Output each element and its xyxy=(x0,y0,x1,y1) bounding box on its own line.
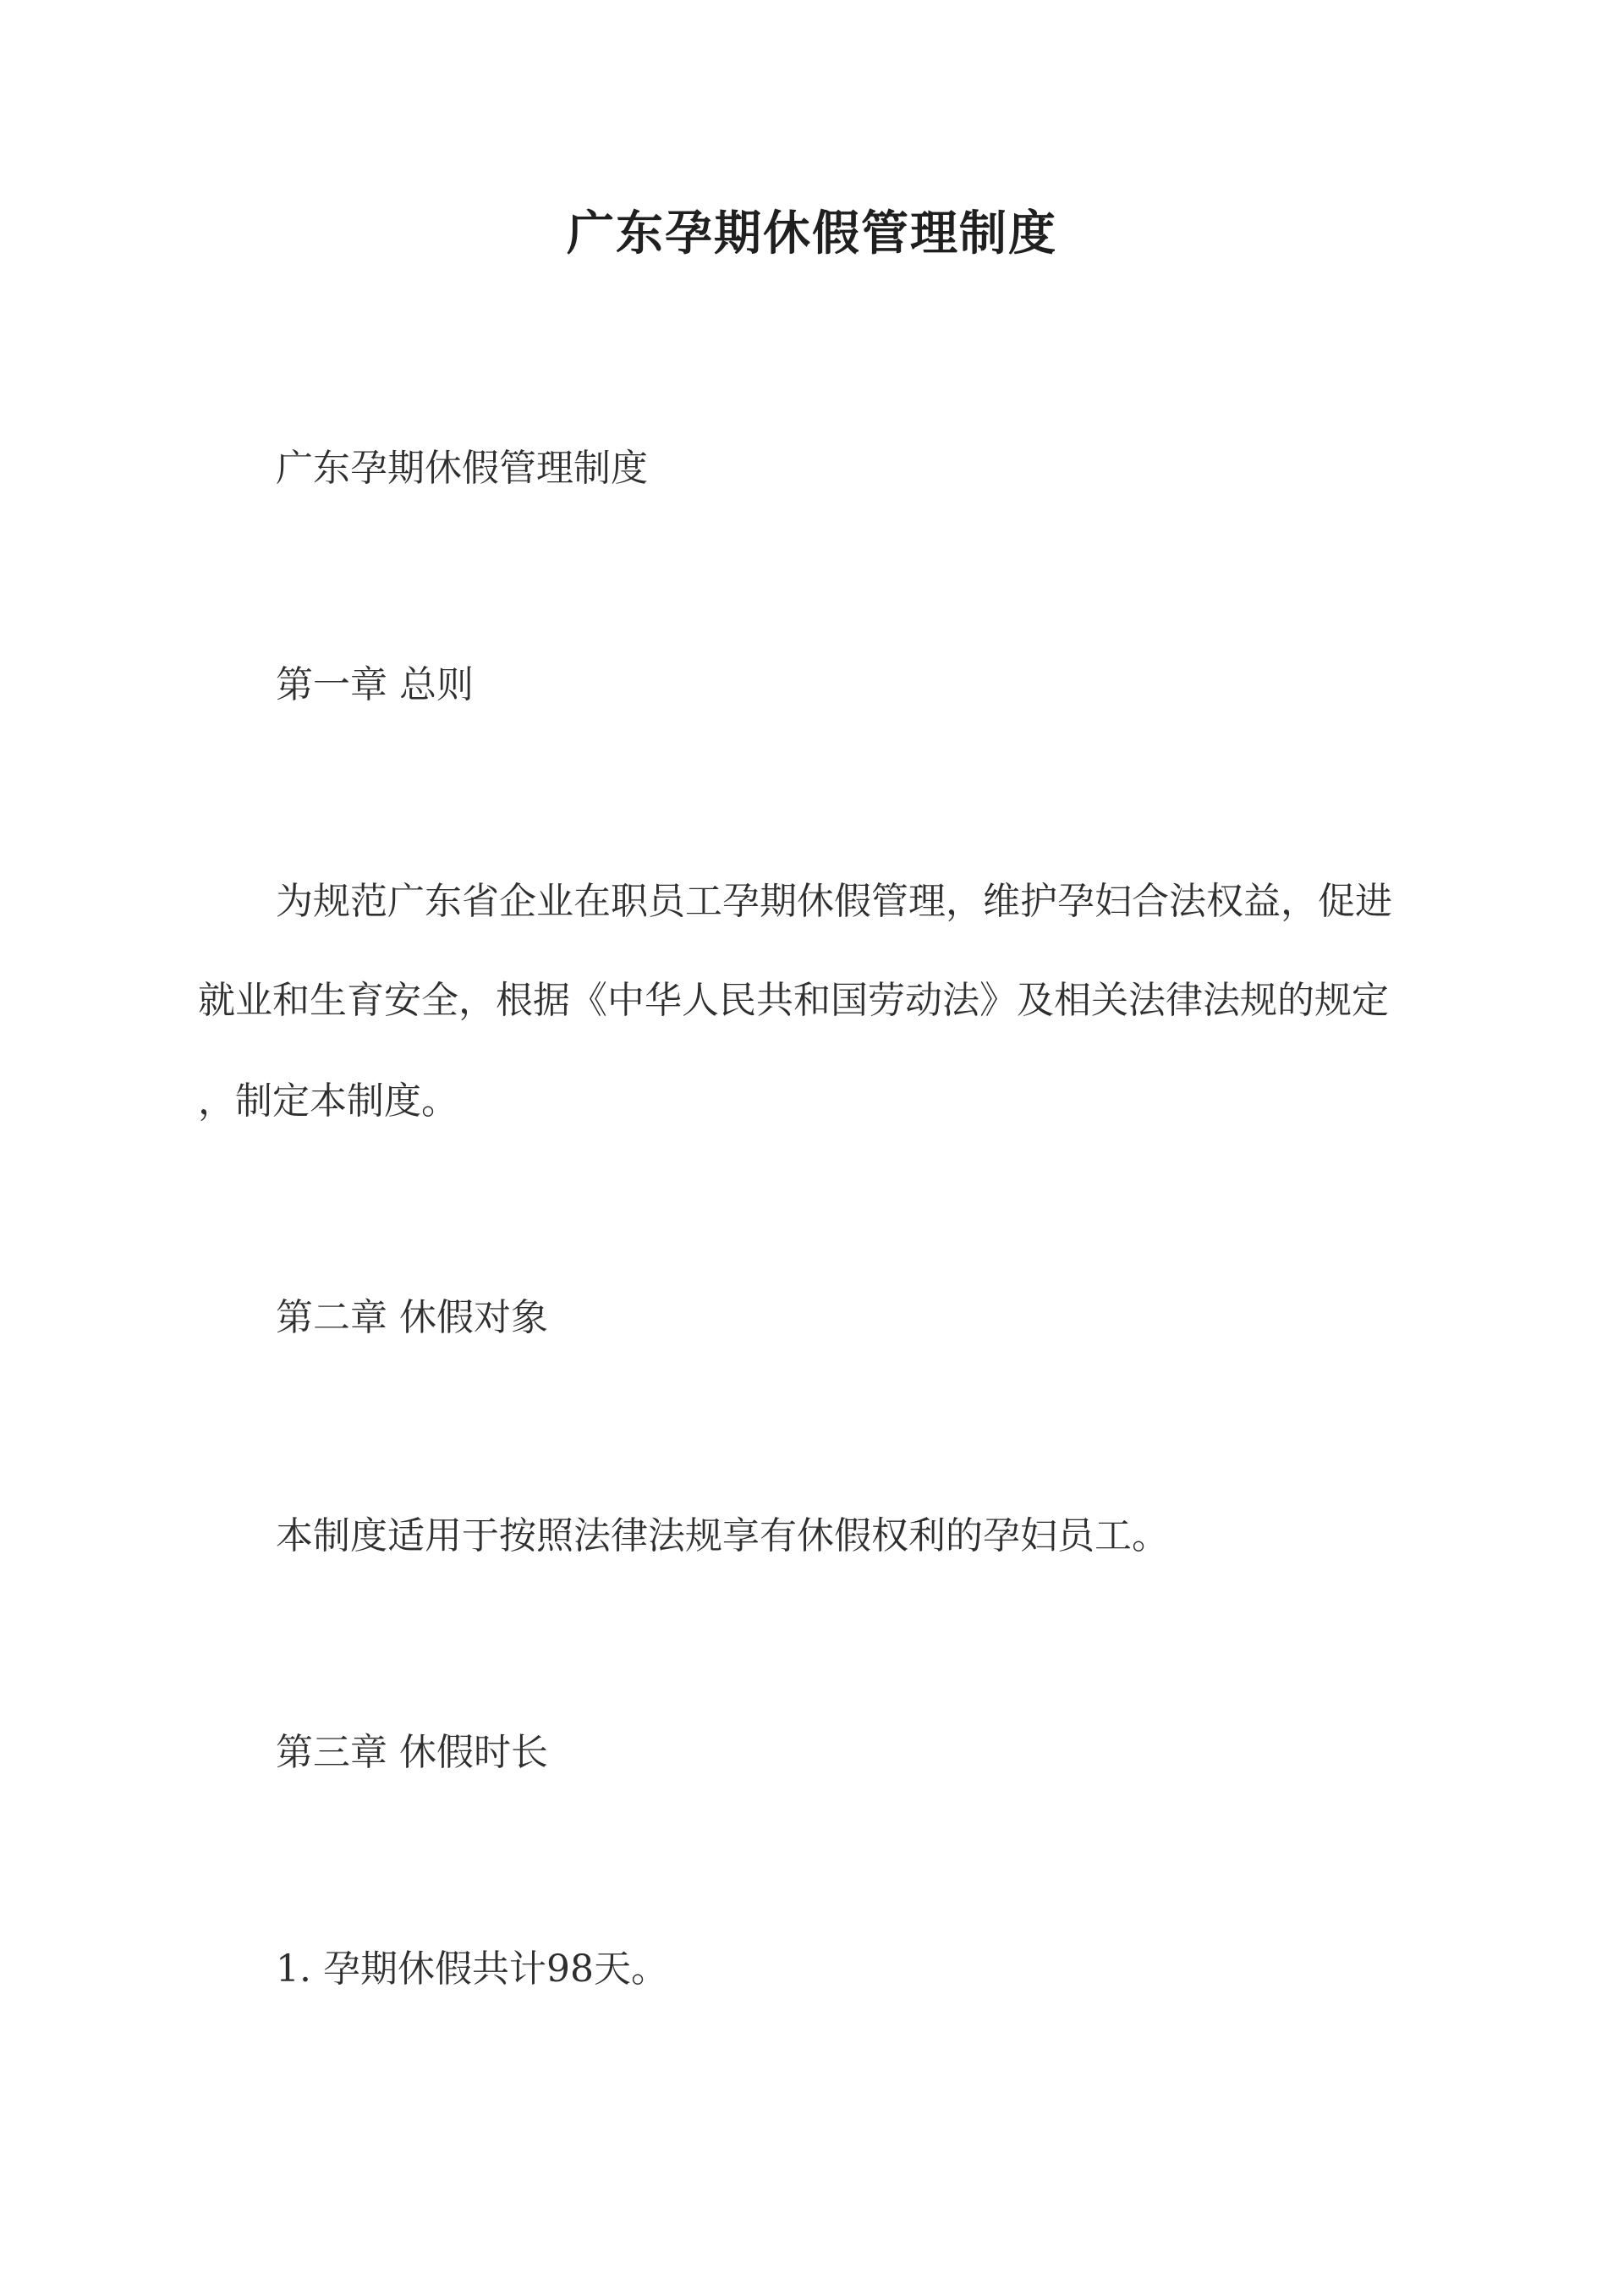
chapter-3-item-1: 1. 孕期休假共计98天。 xyxy=(276,1947,668,1991)
chapter-1-line-3: ，制定本制度。 xyxy=(198,1079,458,1123)
chapter-1-line-2: 就业和生育安全，根据《中华人民共和国劳动法》及相关法律法规的规定 xyxy=(198,979,1389,1022)
chapter-2-heading: 第二章 休假对象 xyxy=(276,1296,548,1339)
chapter-1-line-1: 为规范广东省企业在职员工孕期休假管理，维护孕妇合法权益，促进 xyxy=(276,880,1392,923)
chapter-1-heading: 第一章 总则 xyxy=(276,663,474,706)
document-subtitle: 广东孕期休假管理制度 xyxy=(276,447,648,490)
document-title: 广东孕期休假管理制度 xyxy=(567,206,1057,261)
chapter-3-heading: 第三章 休假时长 xyxy=(276,1731,548,1774)
chapter-2-text: 本制度适用于按照法律法规享有休假权利的孕妇员工。 xyxy=(276,1514,1169,1557)
